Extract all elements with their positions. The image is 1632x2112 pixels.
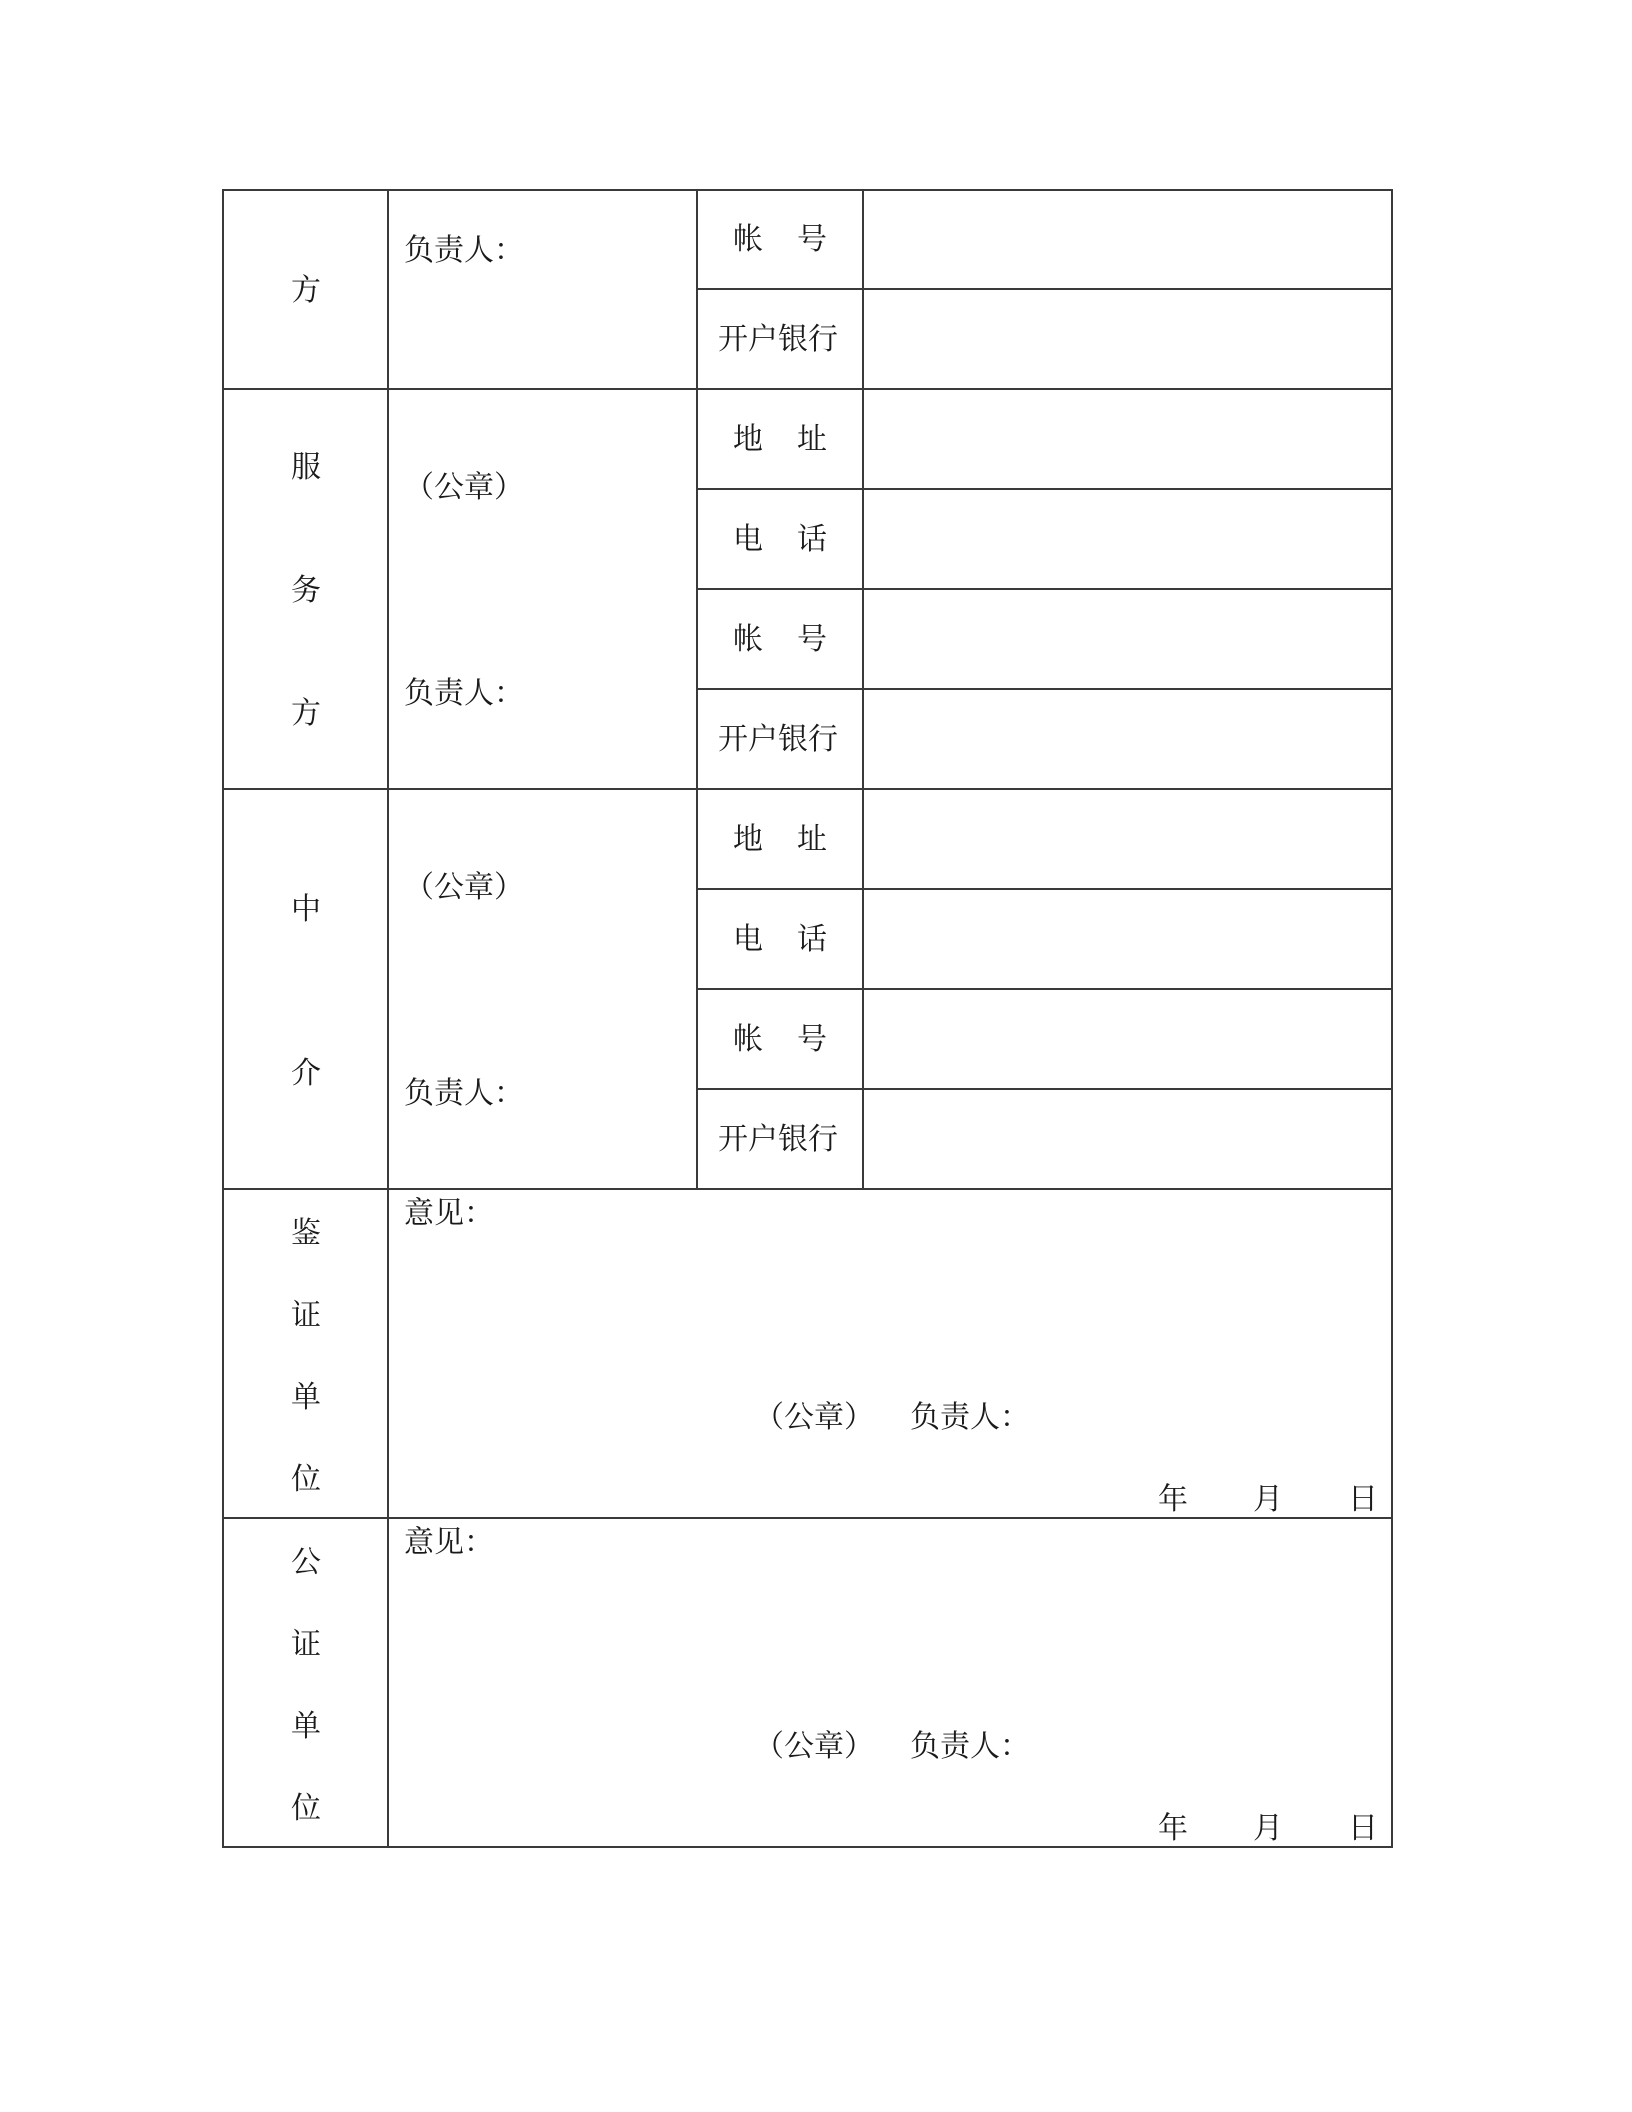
field-label-address: 址 [797, 822, 827, 857]
manager-label: 负责人： [910, 1729, 1030, 1764]
field-label-phone: 话 [797, 522, 827, 557]
section-label-char: 中 [291, 892, 321, 927]
table-border-bottom [222, 1846, 1393, 1848]
section-label-char: 位 [291, 1791, 321, 1826]
section-label-char: 位 [291, 1462, 321, 1497]
bank-value-field[interactable] [864, 690, 1391, 788]
account-value-field[interactable] [864, 590, 1391, 688]
section-label-char: 介 [291, 1056, 321, 1091]
phone-value-field[interactable] [864, 890, 1391, 988]
seal-label: （公章） [754, 1729, 874, 1764]
section-label-char: 证 [291, 1627, 321, 1662]
manager-label: 负责人： [404, 233, 524, 268]
opinion-label: 意见： [404, 1196, 494, 1231]
opinion-label: 意见： [404, 1525, 494, 1560]
address-value-field[interactable] [864, 790, 1391, 888]
section-label-char: 服 [291, 450, 321, 485]
date-year-label: 年 [1158, 1482, 1188, 1517]
manager-label: 负责人： [404, 676, 524, 711]
field-label-address: 地 [733, 822, 763, 857]
section-divider [222, 1188, 1393, 1190]
section-label-char: 鉴 [291, 1216, 321, 1251]
field-label-account: 帐 [733, 622, 763, 657]
date-month-label: 月 [1253, 1811, 1283, 1846]
date-year-label: 年 [1158, 1811, 1188, 1846]
section-label-char: 单 [291, 1709, 321, 1744]
field-label-address: 地 [733, 422, 763, 457]
date-month-label: 月 [1253, 1482, 1283, 1517]
section-label-char: 方 [291, 696, 321, 731]
field-label-address: 址 [797, 422, 827, 457]
table-border-left [222, 189, 224, 1848]
field-label-bank: 开户银行 [718, 322, 838, 357]
section-label-char: 单 [291, 1380, 321, 1415]
seal-label: （公章） [754, 1400, 874, 1435]
section-divider [222, 1517, 1393, 1519]
bank-value-field[interactable] [864, 1090, 1391, 1188]
phone-value-field[interactable] [864, 490, 1391, 588]
field-label-account: 帐 [733, 222, 763, 257]
section-label-char: 公 [291, 1545, 321, 1580]
account-value-field[interactable] [864, 990, 1391, 1088]
manager-label: 负责人： [910, 1400, 1030, 1435]
field-label-bank: 开户银行 [718, 1122, 838, 1157]
date-day-label: 日 [1348, 1482, 1378, 1517]
field-label-phone: 电 [733, 922, 763, 957]
opinion-field[interactable] [389, 1236, 1391, 1386]
seal-label: （公章） [404, 870, 524, 905]
section-label-char: 务 [291, 573, 321, 608]
opinion-field[interactable] [389, 1565, 1391, 1715]
date-day-label: 日 [1348, 1811, 1378, 1846]
column-divider [696, 189, 698, 1190]
section-label-char: 证 [291, 1298, 321, 1333]
field-label-phone: 话 [797, 922, 827, 957]
account-value-field[interactable] [864, 191, 1391, 288]
manager-label: 负责人： [404, 1076, 524, 1111]
section-label-char: 方 [291, 273, 321, 308]
field-label-account: 号 [797, 1022, 827, 1057]
field-label-bank: 开户银行 [718, 722, 838, 757]
seal-label: （公章） [404, 470, 524, 505]
field-label-account: 号 [797, 222, 827, 257]
field-label-account: 号 [797, 622, 827, 657]
field-label-account: 帐 [733, 1022, 763, 1057]
field-label-phone: 电 [733, 522, 763, 557]
table-border-right [1391, 189, 1393, 1848]
bank-value-field[interactable] [864, 290, 1391, 388]
address-value-field[interactable] [864, 390, 1391, 488]
